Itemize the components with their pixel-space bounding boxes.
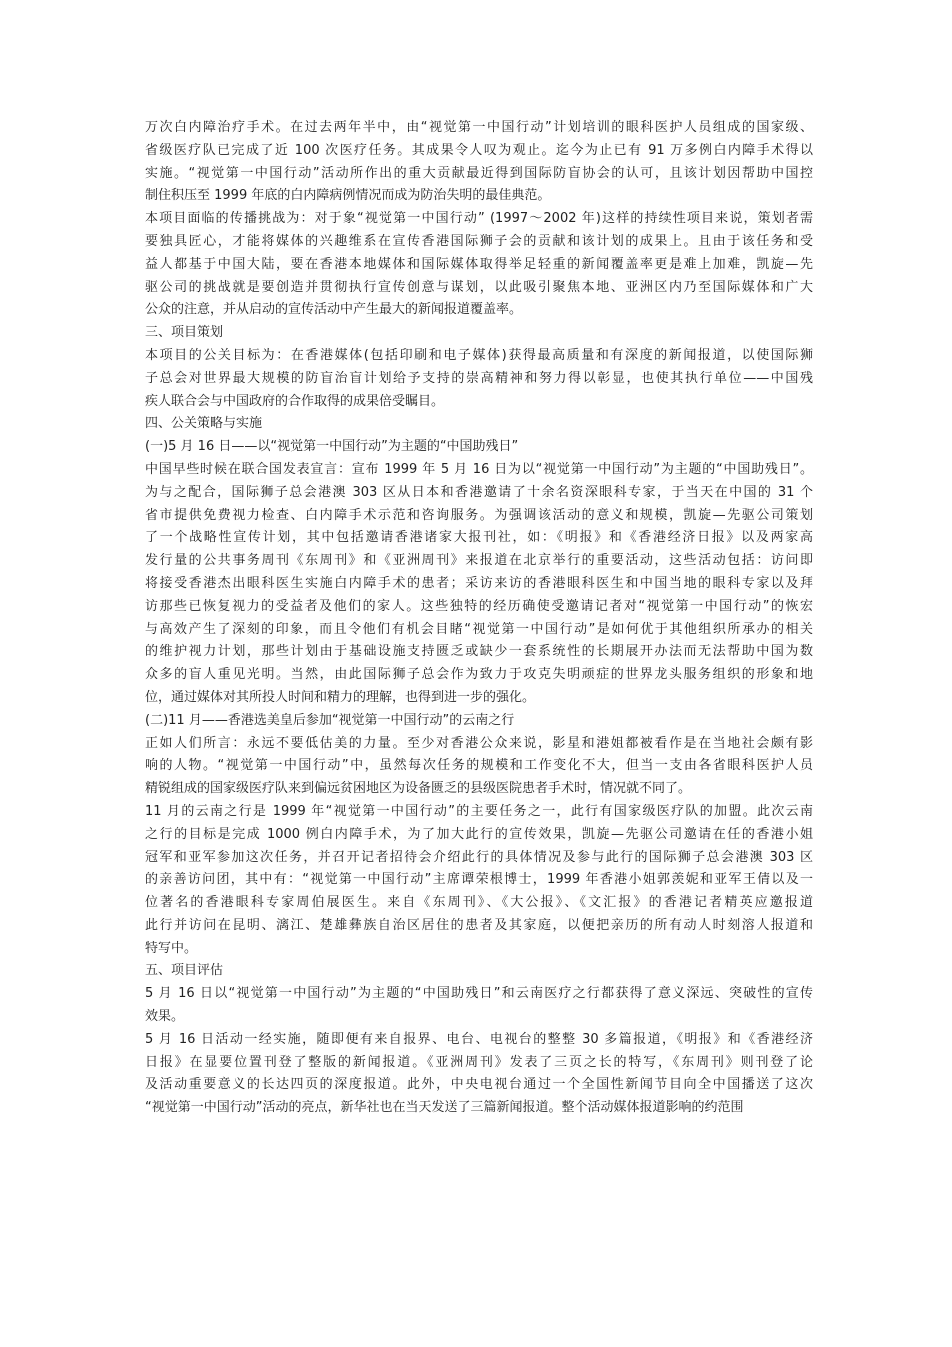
paragraph-line: 与高效产生了深刻的印象，而且令他们有机会目睹“视觉第一中国行动”是如何优于其他组织所承办的相关: [145, 621, 813, 637]
paragraph-line: 公众的注意，并从启动的宣传活动中产生最大的新闻报道覆盖率。: [145, 302, 523, 318]
paragraph-line: 省市提供免费视力检查、白内障手术示范和咨询服务。为强调该活动的意义和规模，凯旋—先驱公司策划: [145, 507, 813, 523]
paragraph-line: 本项目的公关目标为：在香港媒体(包括印刷和电子媒体)获得最高质量和有深度的新闻报道，以使国际狮: [145, 347, 813, 363]
paragraph-line: 众多的盲人重见光明。当然，由此国际狮子总会作为致力于攻克失明顽症的世界龙头服务组织的形象和地: [145, 667, 813, 683]
paragraph-line: 为与之配合，国际狮子总会港澳 303 区从日本和香港邀请了十余名资深眼科专家，于当天在中国的 31 个: [145, 484, 813, 500]
paragraph-line: 此行并访问在昆明、漓江、楚雄彝族自治区居住的患者及其家庭，以便把亲历的所有动人时刻溶人报道和: [145, 917, 813, 933]
paragraph-line: 位，通过媒体对其所投人时间和精力的理解，也得到进一步的强化。: [145, 689, 536, 705]
paragraph-line: 将接受香港杰出眼科医生实施白内障手术的患者；采访来访的香港眼科医生和中国当地的眼科专家以及拜: [145, 575, 813, 591]
paragraph-line: 万次白内障治疗手术。在过去两年半中，由“视觉第一中国行动”计划培训的眼科医护人员组成的国家级、: [145, 120, 813, 135]
document-page: [145, 117, 813, 1120]
paragraph-line: 中国早些时候在联合国发表宣言：宣布 1999 年 5 月 16 日为以“视觉第一中国行动”为主题的“中国助残日”。: [145, 461, 813, 477]
paragraph-line: 之行的目标是完成 1000 例白内障手术，为了加大此行的宣传效果，凯旋—先驱公司邀请在任的香港小姐: [145, 826, 813, 842]
body-paragraph: [145, 117, 813, 208]
paragraph-line: 效果。: [145, 1009, 185, 1025]
paragraph-line: 冠军和亚军参加这次任务，并召开记者招待会介绍此行的具体情况及参与此行的国际狮子总会港澳 303 区: [145, 849, 813, 865]
paragraph-line: 省级医疗队已完成了近 100 次医疗任务。其成果令人叹为观止。迄今为止已有 91 万多例白内障手术得以: [145, 142, 813, 158]
section-heading: 五、项目评估: [145, 963, 224, 979]
paragraph-line: 的维护视力计划，那些计划由于基础设施支持匮乏或缺少一套系统性的长期展开办法而无法帮助中国为数: [145, 644, 813, 660]
paragraph-line: 本项目面临的传播挑战为：对于象“视觉第一中国行动” (1997～2002 年)这样的持续性项目来说，策划者需: [145, 211, 813, 227]
paragraph-line: 11 月的云南之行是 1999 年“视觉第一中国行动”的主要任务之一，此行有国家级医疗队的加盟。此次云南: [145, 803, 813, 819]
paragraph-line: 的亲善访问团，其中有：“视觉第一中国行动”主席谭荣根博士，1999 年香港小姐郭羡妮和亚军王倩以及一: [145, 872, 813, 888]
paragraph-line: 疾人联合会与中国政府的合作取得的成果倍受瞩目。: [145, 393, 445, 409]
paragraph-line: 5 月 16 日活动一经实施，随即便有来自报界、电台、电视台的整整 30 多篇报道，《明报》和《香港经济: [145, 1031, 813, 1047]
body-paragraph: [145, 345, 813, 413]
paragraph-line: 及活动重要意义的长达四页的深度报道。此外，中央电视台通过一个全国性新闻节目向全中国播送了这次: [145, 1077, 813, 1093]
section-heading: (二)11 月——香港选美皇后参加“视觉第一中国行动”的云南之行: [145, 712, 515, 728]
paragraph-line: 制住积压至 1999 年底的白内障病例情况而成为防治失明的最佳典范。: [145, 188, 551, 204]
body-paragraph: [145, 983, 813, 1029]
paragraph-line: 位著名的香港眼科专家周伯展医生。来自《东周刊》、《大公报》、《文汇报》的香港记者精英应邀报道: [145, 895, 813, 911]
body-paragraph: [145, 801, 813, 961]
paragraph-line: 精锐组成的国家级医疗队来到偏远贫困地区为设备匮乏的县级医院患者手术时，情况就不同了。: [145, 781, 692, 797]
paragraph-line: 正如人们所言：永远不要低估美的力量。至少对香港公众来说，影星和港姐都被看作是在当地社会颇有影: [145, 735, 813, 751]
paragraph-line: 5 月 16 日以“视觉第一中国行动”为主题的“中国助残日”和云南医疗之行都获得了意义深远、突破性的宣传: [145, 986, 813, 1002]
paragraph-line: 要独具匠心，才能将媒体的兴趣维系在宣传香港国际狮子会的贡献和该计划的成果上。且由于该任务和受: [145, 233, 813, 249]
paragraph-line: 实施。“视觉第一中国行动”活动所作出的重大贡献最近得到国际防盲协会的认可，且该计划因帮助中国控: [145, 165, 813, 181]
body-paragraph: [145, 208, 813, 322]
body-paragraph: [145, 733, 813, 801]
section-heading: 四、公关策略与实施: [145, 416, 263, 432]
body-paragraph: [145, 459, 813, 710]
section-heading: (一)5 月 16 日——以“视觉第一中国行动”为主题的“中国助残日”: [145, 439, 519, 455]
paragraph-line: 益人都基于中国大陆，要在香港本地媒体和国际媒体取得举足轻重的新闻覆盖率更是难上加难，凯旋—先: [145, 256, 813, 272]
paragraph-line: 发行量的公共事务周刊《东周刊》和《亚洲周刊》来报道在北京举行的重要活动，这些活动包括：访问即: [145, 553, 813, 569]
paragraph-line: 了一个战略性宣传计划，其中包括邀请香港诸家大报刊社，如：《明报》和《香港经济日报》以及两家高: [145, 530, 813, 546]
paragraph-line: 特写中。: [145, 940, 198, 956]
paragraph-line: 访那些已恢复视力的受益者及他们的家人。这些独特的经历确使受邀请记者对“视觉第一中国行动”的恢宏: [145, 598, 813, 614]
paragraph-line: 驱公司的挑战就是要创造并贯彻执行宣传创意与谋划，以此吸引聚焦本地、亚洲区内乃至国际媒体和广大: [145, 279, 813, 295]
paragraph-line: 响的人物。“视觉第一中国行动”中，虽然每次任务的规模和工作变化不大，但当一支由各省眼科医护人员: [145, 758, 813, 774]
body-paragraph: [145, 1029, 813, 1120]
section-heading: 三、项目策划: [145, 325, 224, 341]
paragraph-line: 子总会对世界最大规模的防盲治盲计划给予支持的崇高精神和努力得以彰显，也使其执行单位——中国残: [145, 370, 813, 386]
paragraph-line: “视觉第一中国行动”活动的亮点，新华社也在当天发送了三篇新闻报道。整个活动媒体报道影响的约范围: [145, 1100, 744, 1116]
paragraph-line: 日报》在显要位置刊登了整版的新闻报道。《亚洲周刊》发表了三页之长的特写，《东周刊》则刊登了论: [145, 1054, 813, 1070]
